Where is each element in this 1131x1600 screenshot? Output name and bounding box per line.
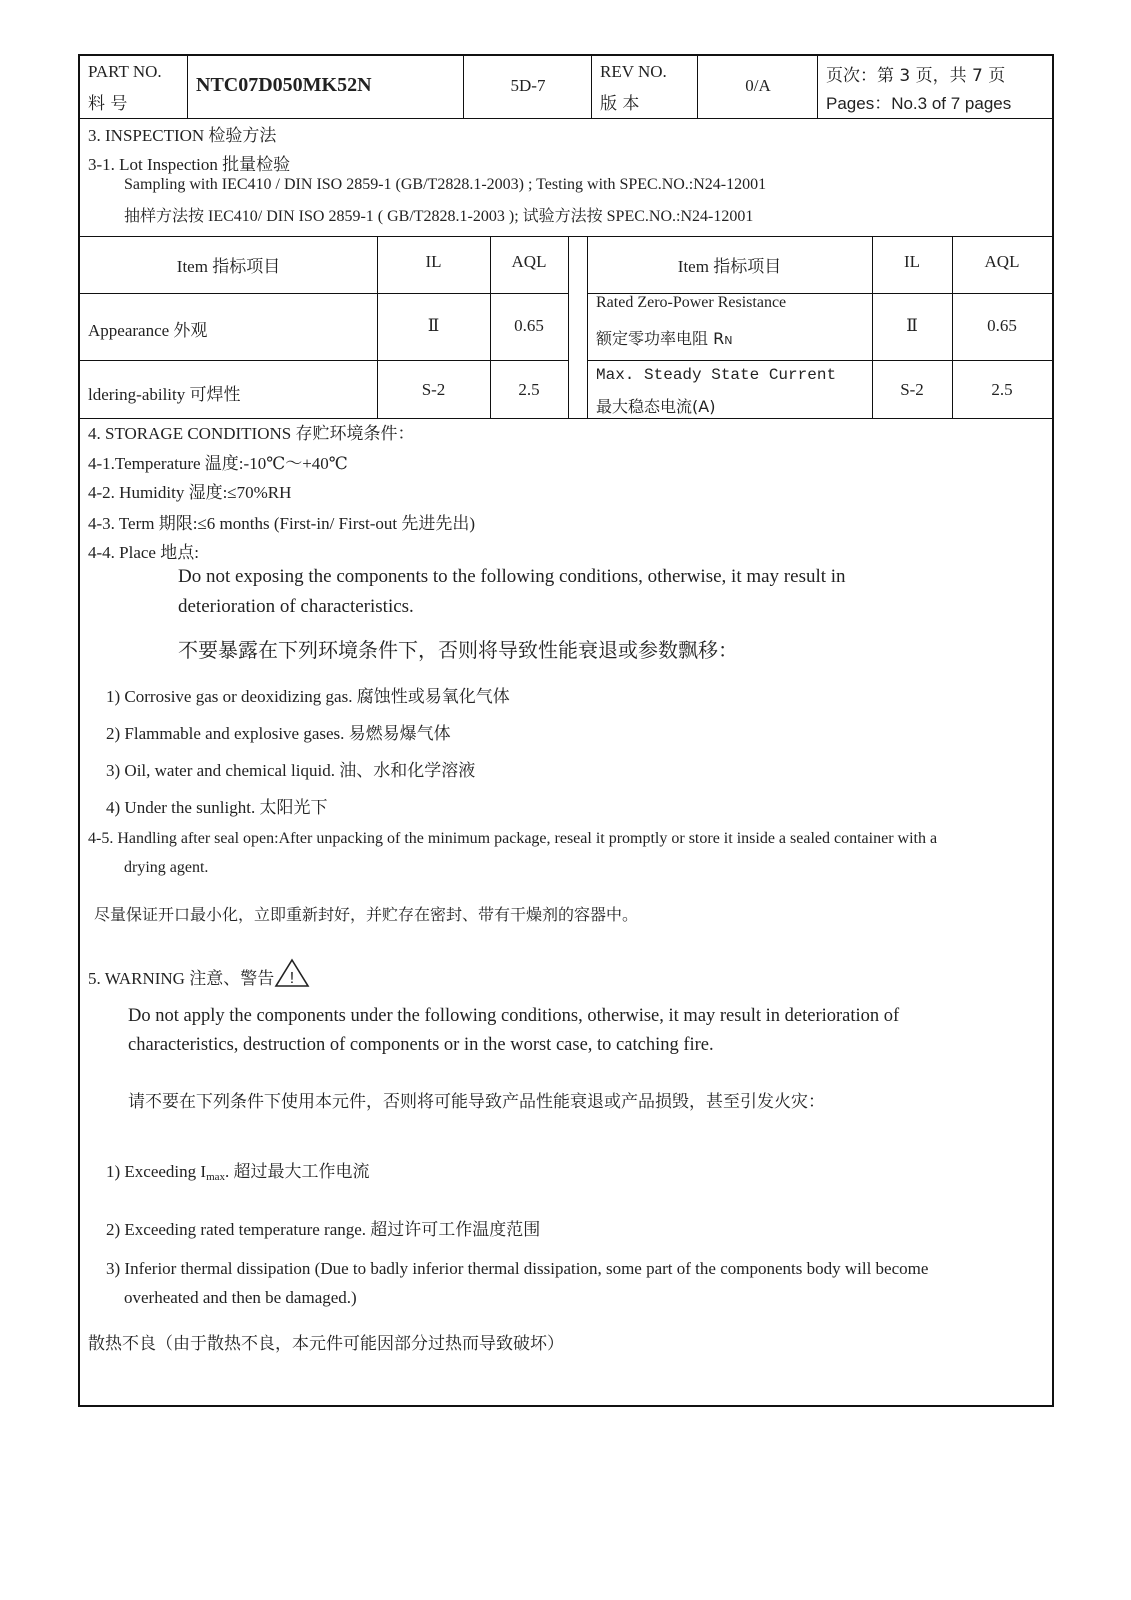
warning-item: 3) Inferior thermal dissipation (Due to badly inferior thermal dissipation, some part of the components body will become <box>106 1259 929 1278</box>
rev-no-label-cn: 版 本 <box>600 94 640 114</box>
warning-description-en: Do not apply the components under the following conditions, otherwise, it may result in deterioration of <box>128 1006 900 1026</box>
inspection-table <box>80 236 1052 426</box>
warning-item: overheated and then be damaged.) <box>124 1288 357 1307</box>
handling-text-cn: 尽量保证开口最小化，立即重新封好，并贮存在密封、带有干燥剂的容器中。 <box>94 905 639 924</box>
lot-inspection-title: 3-1. Lot Inspection 批量检验 <box>88 155 291 174</box>
warning-item <box>106 1157 370 1183</box>
model-cell <box>464 56 592 118</box>
sampling-en: Sampling with IEC410 / DIN ISO 2859-1 (GB/T2828.1-2003) ; Testing with SPEC.NO.:N24-12001 <box>124 176 767 193</box>
table-header-il: IL <box>425 252 442 271</box>
table-cell-il: S-2 <box>421 380 446 399</box>
warning-item-subscript: max <box>206 1171 226 1183</box>
table-line <box>568 236 569 418</box>
model-number: 5D-7 <box>510 76 546 95</box>
header-block <box>80 56 1052 119</box>
part-no-label-cn: 料 号 <box>88 94 128 114</box>
warning-title-text: 5. WARNING 注意、警告 <box>88 969 275 988</box>
table-cell-item: Appearance 外观 <box>88 321 208 340</box>
table-line <box>587 360 1052 361</box>
warning-description-en: characteristics, destruction of components or in the worst case, to catching fire. <box>128 1035 714 1055</box>
table-header-aql: AQL <box>984 252 1020 271</box>
table-header-item: Item 指标项目 <box>677 257 782 276</box>
part-number: NTC07D050MK52N <box>196 74 372 96</box>
place-description-en: deterioration of characteristics. <box>178 596 414 617</box>
table-cell-aql: 2.5 <box>991 380 1013 399</box>
handling-text: drying agent. <box>124 859 209 876</box>
page-indicator-en: Pages：No.3 of 7 pages <box>826 94 1012 113</box>
storage-title: 4. STORAGE CONDITIONS 存贮环境条件： <box>88 424 415 443</box>
storage-condition-item: 2) Flammable and explosive gases. 易燃易爆气体 <box>106 724 451 743</box>
warning-footer-cn: 散热不良（由于散热不良，本元件可能因部分过热而导致破坏） <box>88 1334 564 1354</box>
table-cell-aql: 0.65 <box>987 316 1017 335</box>
storage-condition-item: 4) Under the sunlight. 太阳光下 <box>106 798 328 817</box>
table-line <box>80 293 568 294</box>
part-no-label-cell <box>80 56 188 118</box>
rev-value-cell <box>698 56 818 118</box>
inspection-title: 3. INSPECTION 检验方法 <box>88 126 277 145</box>
table-cell-item-subscript: N <box>724 334 733 347</box>
storage-condition-item: 1) Corrosive gas or deoxidizing gas. 腐蚀性或易氧化气体 <box>106 687 510 706</box>
table-cell-aql: 0.65 <box>514 316 544 335</box>
warning-triangle-icon <box>274 958 310 993</box>
storage-temperature: 4-1.Temperature 温度:-10℃～+40℃ <box>88 454 348 473</box>
table-cell-item-en: Max. Steady State Current <box>596 366 837 384</box>
table-line <box>80 236 1052 237</box>
warning-triangle-mark: ! <box>289 970 295 987</box>
warning-description-cn: 请不要在下列条件下使用本元件，否则将可能导致产品性能衰退或产品损毁，甚至引发火灾： <box>128 1092 825 1112</box>
storage-humidity: 4-2. Humidity 湿度:≤70%RH <box>88 483 292 502</box>
storage-place: 4-4. Place 地点: <box>88 543 199 562</box>
table-cell-il: Ⅱ <box>427 316 440 335</box>
table-cell-item-cn-text: 额定零功率电阻 R <box>596 329 725 348</box>
rev-value: 0/A <box>745 76 771 95</box>
storage-condition-item: 3) Oil, water and chemical liquid. 油、水和化学溶液 <box>106 761 476 780</box>
table-cell-il: Ⅱ <box>906 316 918 335</box>
warning-item-text: 1) Exceeding I <box>106 1162 207 1181</box>
table-header-item: Item 指标项目 <box>176 257 281 276</box>
table-cell-item-en: Rated Zero-Power Resistance <box>596 294 787 311</box>
place-description-cn: 不要暴露在下列环境条件下，否则将导致性能衰退或参数飘移： <box>178 638 738 662</box>
handling-text: 4-5. Handling after seal open:After unpacking of the minimum package, reseal it promptly or store it inside a sealed container with a <box>88 830 938 847</box>
part-number-cell <box>188 56 464 118</box>
place-description-en: Do not exposing the components to the following conditions, otherwise, it may result in <box>178 566 846 587</box>
storage-term: 4-3. Term 期限:≤6 months (First-in/ First-out 先进先出) <box>88 514 476 533</box>
table-line <box>80 360 568 361</box>
sampling-cn: 抽样方法按 IEC410/ DIN ISO 2859-1 ( GB/T2828.1-2003 ); 试验方法按 SPEC.NO.:N24-12001 <box>124 208 754 225</box>
table-cell-item-cn <box>596 326 732 349</box>
warning-title <box>88 958 310 993</box>
document-sheet <box>78 54 1054 1407</box>
warning-item-text: . 超过最大工作电流 <box>225 1162 370 1181</box>
part-no-label-en: PART NO. <box>88 62 162 81</box>
page-indicator-cn: 页次：第 3 页，共 7 页 <box>826 66 1006 86</box>
warning-item: 2) Exceeding rated temperature range. 超过许可工作温度范围 <box>106 1220 541 1239</box>
rev-no-label-cell <box>592 56 698 118</box>
table-cell-aql: 2.5 <box>518 380 540 399</box>
table-cell-il: S-2 <box>900 380 924 399</box>
table-header-il: IL <box>903 252 921 271</box>
table-cell-item-cn: 最大稳态电流(A) <box>596 397 716 416</box>
rev-no-label-en: REV NO. <box>600 62 667 81</box>
page-cell <box>818 56 1052 118</box>
table-cell-item: ldering-ability 可焊性 <box>88 385 241 404</box>
table-header-aql: AQL <box>511 252 547 271</box>
